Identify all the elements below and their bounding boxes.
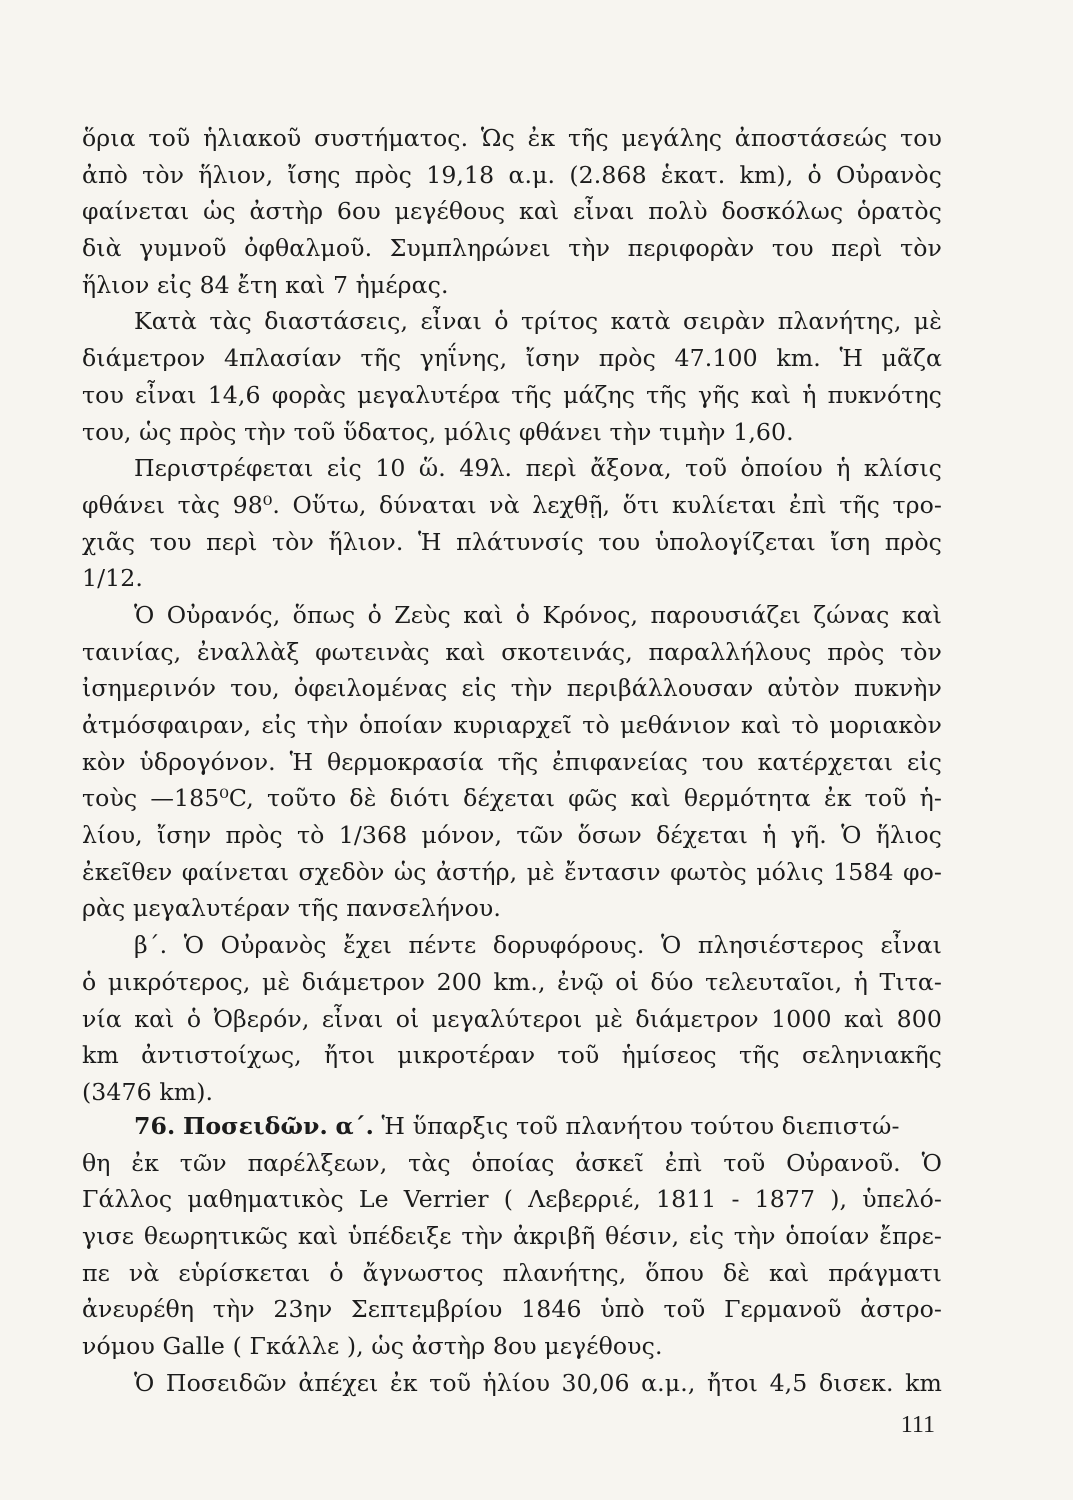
text-line: φθάνει τὰς 98⁰. Οὕτω, δύναται νὰ λεχθῇ, ὅτι κυλίεται ἐπὶ τῆς τρο-	[82, 490, 942, 519]
text-line: ὁ μικρότερος, μὲ διάμετρον 200 km., ἐνῷ οἱ δύο τελευταῖοι, ἡ Τιτα-	[82, 967, 942, 996]
text-line: ὅρια τοῦ ἡλιακοῦ συστήματος. Ὡς ἐκ τῆς μεγάλης ἀποστάσεώς του	[82, 124, 942, 152]
text-line: θη ἐκ τῶν παρέλξεων, τὰς ὁποίας ἀσκεῖ ἐπὶ τοῦ Οὐρανοῦ. Ὁ	[82, 1148, 942, 1177]
text-line: λίου, ἴσην πρὸς τὸ 1/368 μόνον, τῶν ὅσων δέχεται ἡ γῆ. Ὁ ἥλιος	[82, 821, 942, 850]
text-line: Ὁ Ποσειδῶν ἀπέχει ἐκ τοῦ ἡλίου 30,06 α.μ., ἤτοι 4,5 δισεκ. km	[134, 1368, 942, 1397]
text-line: ἐκεῖθεν φαίνεται σχεδὸν ὡς ἀστήρ, μὲ ἔντασιν φωτὸς μόλις 1584 φο-	[82, 857, 942, 886]
text-line: χιᾶς του περὶ τὸν ἥλιον. Ἡ πλάτυνσίς του ὑπολογίζεται ἴση πρὸς	[82, 527, 942, 556]
text-line: τοὺς —185⁰C, τοῦτο δὲ διότι δέχεται φῶς καὶ θερμότητα ἐκ τοῦ ἡ-	[82, 784, 942, 813]
text-line: ἥλιον εἰς 84 ἔτη καὶ 7 ἡμέρας.	[82, 270, 449, 299]
text-line: ἰσημερινόν του, ὀφειλομένας εἰς τὴν περιβάλλουσαν αὐτὸν πυκνὴν	[82, 674, 942, 703]
text-line: του, ὡς πρὸς τὴν τοῦ ὕδατος, μόλις φθάνει τὴν τιμὴν 1,60.	[82, 417, 794, 446]
neptune-section	[82, 1108, 942, 1402]
text-line: ρὰς μεγαλυτέραν τῆς πανσελήνου.	[82, 894, 501, 923]
text-line: km ἀντιστοίχως, ἤτοι μικροτέραν τοῦ ἡμίσεος τῆς σεληνιακῆς	[82, 1041, 942, 1070]
text-line: φαίνεται ὡς ἀστὴρ 6ου μεγέθους καὶ εἶναι πολὺ δοσκόλως ὁρατὸς	[82, 197, 942, 226]
text-line: νία καὶ ὁ Ὀβερόν, εἶναι οἱ μεγαλύτεροι μὲ διάμετρον 1000 καὶ 800	[82, 1004, 942, 1033]
uranus-section	[82, 120, 942, 1111]
page-number: 111	[900, 1412, 935, 1438]
text-line: ἀπὸ τὸν ἥλιον, ἴσης πρὸς 19,18 α.μ. (2.868 ἑκατ. km), ὁ Οὐρανὸς	[82, 160, 942, 189]
text-line: κὸν ὑδρογόνον. Ἡ θερμοκρασία τῆς ἐπιφανείας του κατέρχεται εἰς	[82, 747, 942, 776]
section-title: Ποσειδῶν.	[182, 1112, 328, 1140]
subsection-marker: α΄.	[335, 1112, 374, 1140]
text-line: Περιστρέφεται εἰς 10 ὥ. 49λ. περὶ ἄξονα, τοῦ ὁποίου ἡ κλίσις	[134, 454, 942, 483]
section-number: 76.	[134, 1112, 176, 1140]
text-line: πε νὰ εὑρίσκεται ὁ ἄγνωστος πλανήτης, ὅπου δὲ καὶ πράγματι	[82, 1258, 942, 1287]
text-line: β΄. Ὁ Οὐρανὸς ἔχει πέντε δορυφόρους. Ὁ πλησιέστερος εἶναι	[134, 931, 942, 960]
text-line: νόμου Galle ( Γκάλλε ), ὡς ἀστὴρ 8ου μεγέθους.	[82, 1332, 663, 1361]
text-line: (3476 km).	[82, 1077, 214, 1106]
text-line: Ὁ Οὐρανός, ὅπως ὁ Ζεὺς καὶ ὁ Κρόνος, παρουσιάζει ζώνας καὶ	[134, 600, 942, 629]
text-line: Κατὰ τὰς διαστάσεις, εἶναι ὁ τρίτος κατὰ σειρὰν πλανήτης, μὲ	[134, 307, 942, 336]
text-line: 1/12.	[82, 564, 143, 593]
text-line: διὰ γυμνοῦ ὀφθαλμοῦ. Συμπληρώνει τὴν περιφορὰν του περὶ τὸν	[82, 234, 942, 263]
text-line: του εἶναι 14,6 φορὰς μεγαλυτέρα τῆς μάζης τῆς γῆς καὶ ἡ πυκνότης	[82, 380, 942, 409]
text-line: ταινίας, ἐναλλὰξ φωτεινὰς καὶ σκοτεινάς, παραλλήλους πρὸς τὸν	[82, 637, 942, 666]
text-line: Ἡ ὕπαρξις τοῦ πλανήτου τούτου διεπιστώ-	[381, 1112, 900, 1140]
text-line: διάμετρον 4πλασίαν τῆς γηΐνης, ἴσην πρὸς 47.100 km. Ἡ μᾶζα	[82, 344, 942, 373]
text-line: Γάλλος μαθηματικὸς Le Verrier ( Λεβερριέ, 1811 - 1877 ), ὑπελό-	[82, 1185, 942, 1214]
text-line: ἀτμόσφαιραν, εἰς τὴν ὁποίαν κυριαρχεῖ τὸ μεθάνιον καὶ τὸ μοριακὸν	[82, 711, 942, 739]
section-heading-line	[82, 1108, 942, 1145]
text-line: ἀνευρέθη τὴν 23ην Σεπτεμβρίου 1846 ὑπὸ τοῦ Γερμανοῦ ἀστρο-	[82, 1295, 942, 1324]
text-line: γισε θεωρητικῶς καὶ ὑπέδειξε τὴν ἀκριβῆ θέσιν, εἰς τὴν ὁποίαν ἔπρε-	[82, 1222, 942, 1251]
